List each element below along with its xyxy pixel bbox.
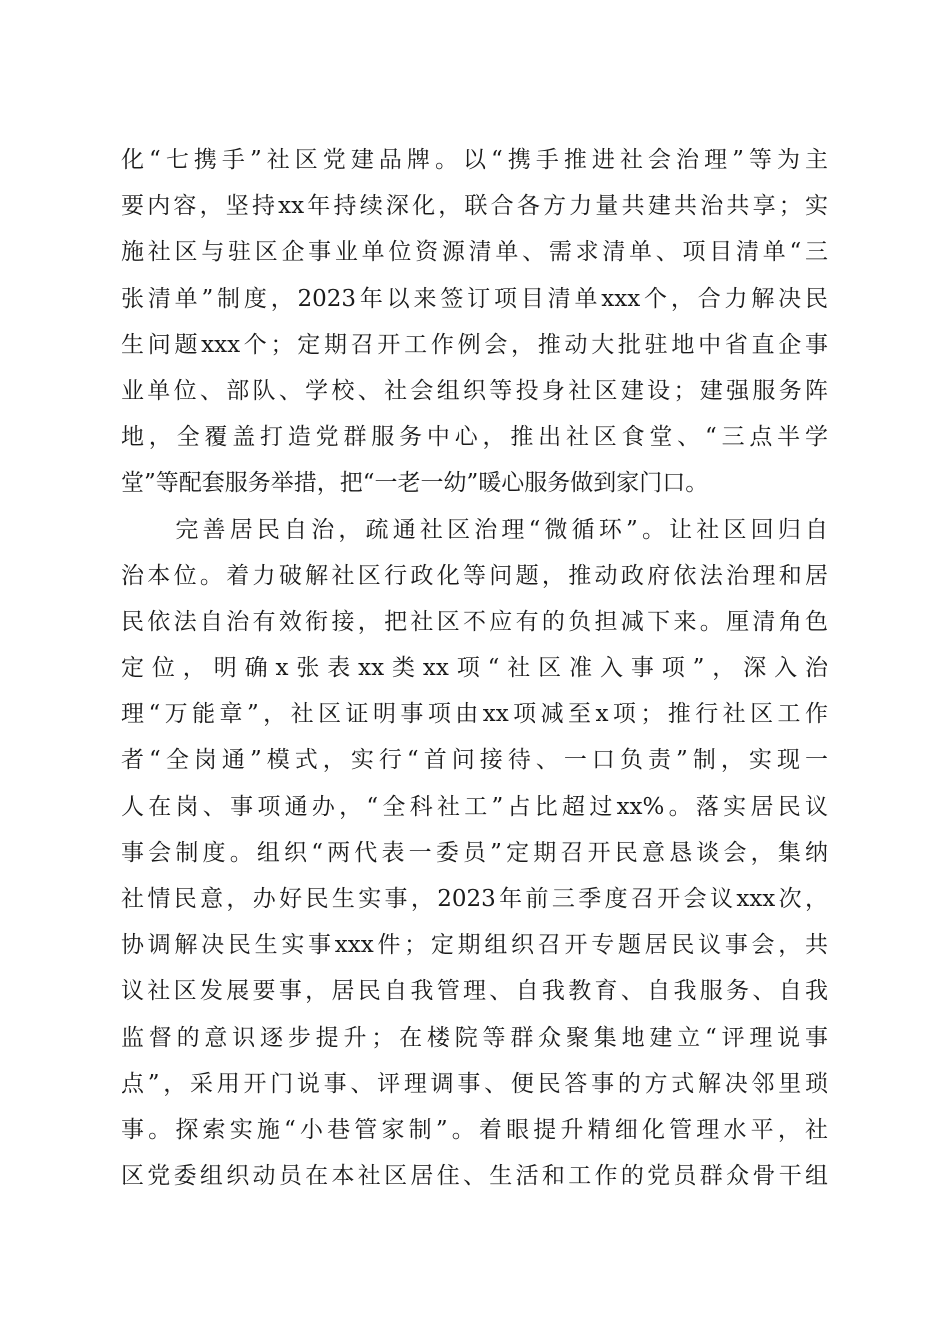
text-line: 事。探索实施“小巷管家制”。着眼提升精细化管理水平，社 bbox=[121, 1116, 828, 1143]
text-line: 协调解决民生实事xxx件；定期组织召开专题居民议事会，共 bbox=[121, 932, 828, 959]
text-line: 完善居民自治，疏通社区治理“微循环”。让社区回归自 bbox=[121, 516, 828, 543]
text-line: 地，全覆盖打造党群服务中心，推出社区食堂、“三点半学 bbox=[121, 424, 828, 451]
text-line: 堂”等配套服务举措，把“一老一幼”暖心服务做到家门口。 bbox=[121, 470, 709, 497]
text-line: 区党委组织动员在本社区居住、生活和工作的党员群众骨干组 bbox=[121, 1163, 828, 1190]
paragraph-2 bbox=[121, 507, 828, 1200]
text-line: 理“万能章”，社区证明事项由xx项减至x项；推行社区工作 bbox=[121, 701, 828, 728]
text-line: 要内容，坚持xx年持续深化，联合各方力量共建共治共享；实 bbox=[121, 193, 828, 220]
text-line: 事会制度。组织“两代表一委员”定期召开民意恳谈会，集纳 bbox=[121, 839, 828, 866]
text-line: 生问题xxx个；定期召开工作例会，推动大批驻地中省直企事 bbox=[121, 331, 828, 358]
body-text bbox=[121, 137, 828, 1199]
text-line: 点”，采用开门说事、评理调事、便民答事的方式解决邻里琐 bbox=[121, 1070, 828, 1097]
text-line: 人在岗、事项通办，“全科社工”占比超过xx%。落实居民议 bbox=[121, 793, 828, 820]
text-line: 治本位。着力破解社区行政化等问题，推动政府依法治理和居 bbox=[121, 562, 828, 589]
text-line: 施社区与驻区企事业单位资源清单、需求清单、项目清单“三 bbox=[121, 239, 828, 266]
text-line: 议社区发展要事，居民自我管理、自我教育、自我服务、自我 bbox=[121, 978, 828, 1005]
text-line: 化“七携手”社区党建品牌。以“携手推进社会治理”等为主 bbox=[121, 147, 828, 173]
text-line: 民依法自治有效衔接，把社区不应有的负担减下来。厘清角色 bbox=[121, 608, 828, 635]
text-line: 定位，明确x张表xx类xx项“社区准入事项”，深入治 bbox=[121, 655, 828, 682]
text-line: 监督的意识逐步提升；在楼院等群众聚集地建立“评理说事 bbox=[121, 1024, 828, 1051]
text-line: 者“全岗通”模式，实行“首问接待、一口负责”制，实现一 bbox=[121, 747, 828, 774]
text-line: 业单位、部队、学校、社会组织等投身社区建设；建强服务阵 bbox=[121, 377, 828, 404]
paragraph-1 bbox=[121, 137, 828, 507]
text-line: 社情民意，办好民生实事，2023年前三季度召开会议xxx次， bbox=[121, 886, 828, 912]
text-line: 张清单”制度，2023年以来签订项目清单xxx个，合力解决民 bbox=[121, 285, 828, 312]
